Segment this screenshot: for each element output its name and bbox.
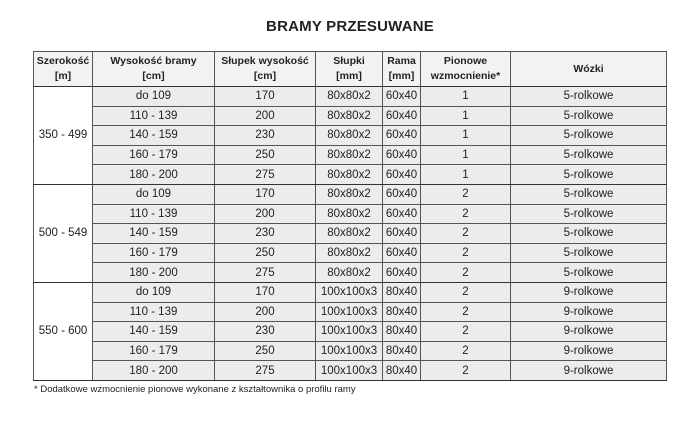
- reinforcement-cell: 2: [421, 282, 511, 302]
- width-range-cell: 350 - 499: [34, 87, 93, 185]
- post-height-cell: 250: [215, 145, 316, 165]
- carriages-cell: 5-rolkowe: [511, 145, 667, 165]
- header-carriages: Wózki: [511, 52, 667, 87]
- reinforcement-cell: 2: [421, 204, 511, 224]
- carriages-cell: 5-rolkowe: [511, 126, 667, 146]
- header-width: Szerokość [m]: [34, 52, 93, 87]
- posts-cell: 80x80x2: [316, 243, 383, 263]
- post-height-cell: 250: [215, 243, 316, 263]
- table-row: [34, 361, 667, 381]
- post-height-cell: 230: [215, 126, 316, 146]
- header-vertical-reinforcement: Pionowe wzmocnienie*: [421, 52, 511, 87]
- table-row: [34, 243, 667, 263]
- reinforcement-cell: 1: [421, 165, 511, 185]
- table-row: [34, 126, 667, 146]
- gate-height-cell: do 109: [93, 87, 215, 107]
- posts-cell: 100x100x3: [316, 341, 383, 361]
- post-height-cell: 170: [215, 282, 316, 302]
- carriages-cell: 5-rolkowe: [511, 106, 667, 126]
- posts-cell: 80x80x2: [316, 126, 383, 146]
- gate-height-cell: 110 - 139: [93, 302, 215, 322]
- frame-cell: 60x40: [383, 126, 421, 146]
- posts-cell: 80x80x2: [316, 165, 383, 185]
- gate-height-cell: do 109: [93, 184, 215, 204]
- width-range-cell: 500 - 549: [34, 184, 93, 282]
- table-row: [34, 263, 667, 283]
- post-height-cell: 170: [215, 87, 316, 107]
- posts-cell: 100x100x3: [316, 361, 383, 381]
- frame-cell: 60x40: [383, 106, 421, 126]
- page-title: BRAMY PRZESUWANE: [266, 18, 434, 35]
- frame-cell: 60x40: [383, 243, 421, 263]
- frame-cell: 60x40: [383, 204, 421, 224]
- frame-cell: 80x40: [383, 361, 421, 381]
- gate-height-cell: 140 - 159: [93, 322, 215, 342]
- header-posts: Słupki [mm]: [316, 52, 383, 87]
- frame-cell: 80x40: [383, 341, 421, 361]
- gate-height-cell: 140 - 159: [93, 126, 215, 146]
- frame-cell: 60x40: [383, 165, 421, 185]
- carriages-cell: 5-rolkowe: [511, 224, 667, 244]
- header-post-height: Słupek wysokość [cm]: [215, 52, 316, 87]
- table-header-row: [34, 52, 667, 87]
- table-row: [34, 341, 667, 361]
- gate-height-cell: 110 - 139: [93, 204, 215, 224]
- carriages-cell: 5-rolkowe: [511, 243, 667, 263]
- table-row: [34, 106, 667, 126]
- header-gate-height: Wysokość bramy [cm]: [93, 52, 215, 87]
- gate-height-cell: 160 - 179: [93, 341, 215, 361]
- table-row: [34, 302, 667, 322]
- carriages-cell: 9-rolkowe: [511, 302, 667, 322]
- posts-cell: 80x80x2: [316, 106, 383, 126]
- table-row: [34, 322, 667, 342]
- post-height-cell: 275: [215, 165, 316, 185]
- reinforcement-cell: 1: [421, 126, 511, 146]
- reinforcement-cell: 2: [421, 243, 511, 263]
- gate-height-cell: 110 - 139: [93, 106, 215, 126]
- footnote: * Dodatkowe wzmocnienie pionowe wykonane z kształtownika o profilu ramy: [34, 384, 356, 395]
- width-range-cell: 550 - 600: [34, 282, 93, 380]
- post-height-cell: 230: [215, 322, 316, 342]
- posts-cell: 100x100x3: [316, 282, 383, 302]
- carriages-cell: 9-rolkowe: [511, 282, 667, 302]
- table-row: [34, 165, 667, 185]
- header-frame: Rama [mm]: [383, 52, 421, 87]
- post-height-cell: 200: [215, 204, 316, 224]
- reinforcement-cell: 2: [421, 184, 511, 204]
- post-height-cell: 275: [215, 361, 316, 381]
- reinforcement-cell: 1: [421, 106, 511, 126]
- post-height-cell: 230: [215, 224, 316, 244]
- posts-cell: 80x80x2: [316, 204, 383, 224]
- frame-cell: 60x40: [383, 224, 421, 244]
- carriages-cell: 5-rolkowe: [511, 263, 667, 283]
- reinforcement-cell: 1: [421, 145, 511, 165]
- carriages-cell: 9-rolkowe: [511, 322, 667, 342]
- gate-height-cell: 180 - 200: [93, 361, 215, 381]
- post-height-cell: 170: [215, 184, 316, 204]
- frame-cell: 80x40: [383, 322, 421, 342]
- carriages-cell: 9-rolkowe: [511, 361, 667, 381]
- frame-cell: 60x40: [383, 184, 421, 204]
- frame-cell: 60x40: [383, 87, 421, 107]
- frame-cell: 80x40: [383, 302, 421, 322]
- reinforcement-cell: 1: [421, 87, 511, 107]
- frame-cell: 80x40: [383, 282, 421, 302]
- carriages-cell: 9-rolkowe: [511, 341, 667, 361]
- table-row: [34, 224, 667, 244]
- posts-cell: 80x80x2: [316, 224, 383, 244]
- carriages-cell: 5-rolkowe: [511, 87, 667, 107]
- posts-cell: 100x100x3: [316, 302, 383, 322]
- reinforcement-cell: 2: [421, 302, 511, 322]
- carriages-cell: 5-rolkowe: [511, 184, 667, 204]
- carriages-cell: 5-rolkowe: [511, 165, 667, 185]
- posts-cell: 100x100x3: [316, 322, 383, 342]
- gate-height-cell: 140 - 159: [93, 224, 215, 244]
- post-height-cell: 250: [215, 341, 316, 361]
- gate-height-cell: 160 - 179: [93, 145, 215, 165]
- reinforcement-cell: 2: [421, 322, 511, 342]
- table-body: [34, 87, 667, 381]
- posts-cell: 80x80x2: [316, 184, 383, 204]
- reinforcement-cell: 2: [421, 224, 511, 244]
- table-row: [34, 145, 667, 165]
- reinforcement-cell: 2: [421, 263, 511, 283]
- post-height-cell: 200: [215, 106, 316, 126]
- gate-height-cell: 180 - 200: [93, 165, 215, 185]
- reinforcement-cell: 2: [421, 361, 511, 381]
- frame-cell: 60x40: [383, 145, 421, 165]
- gate-height-cell: 160 - 179: [93, 243, 215, 263]
- carriages-cell: 5-rolkowe: [511, 204, 667, 224]
- table-row: [34, 204, 667, 224]
- posts-cell: 80x80x2: [316, 145, 383, 165]
- gates-spec-table: [33, 51, 667, 381]
- table-row: [34, 184, 667, 204]
- frame-cell: 60x40: [383, 263, 421, 283]
- gate-height-cell: 180 - 200: [93, 263, 215, 283]
- reinforcement-cell: 2: [421, 341, 511, 361]
- table-row: [34, 87, 667, 107]
- post-height-cell: 200: [215, 302, 316, 322]
- post-height-cell: 275: [215, 263, 316, 283]
- table-row: [34, 282, 667, 302]
- posts-cell: 80x80x2: [316, 87, 383, 107]
- posts-cell: 80x80x2: [316, 263, 383, 283]
- gate-height-cell: do 109: [93, 282, 215, 302]
